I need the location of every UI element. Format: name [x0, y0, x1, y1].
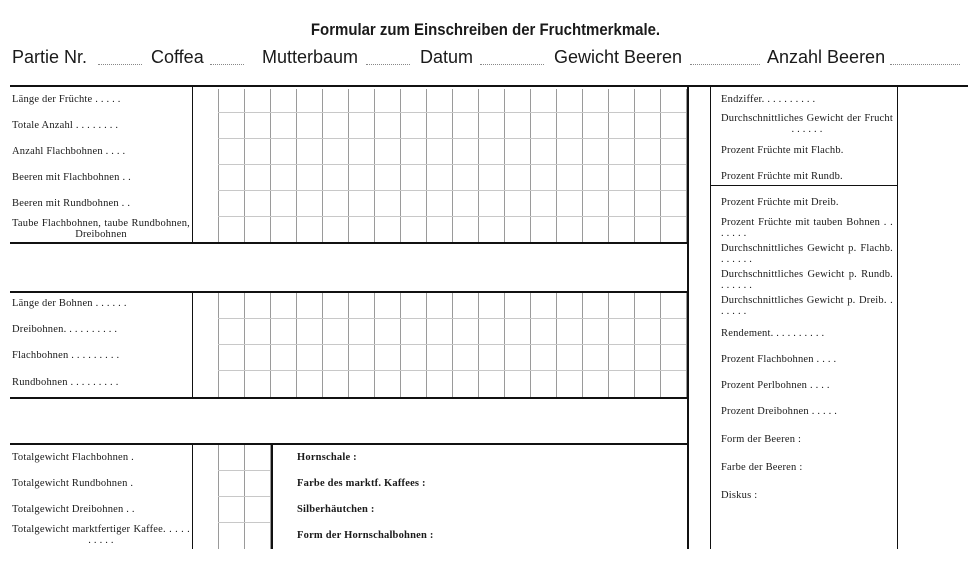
header-coffea-label: Coffea — [151, 47, 204, 67]
grid-column-line — [660, 293, 661, 397]
row-label: Totalgewicht Flachbohnen . — [12, 452, 134, 463]
grid-column-line — [608, 293, 609, 397]
right-label: Prozent Früchte mit tauben Bohnen . . . . . . . — [721, 217, 893, 239]
grid-row-line — [218, 164, 686, 165]
grid-column-line — [270, 445, 271, 549]
grid-column-line — [218, 445, 219, 549]
row-label: Anzahl Flachbohnen . . . . — [12, 146, 126, 157]
right-label: Diskus : — [721, 490, 758, 501]
grid-column-line — [556, 293, 557, 397]
right-label: Durchschnittliches Gewicht p. Rundb. . . . . . . — [721, 269, 893, 291]
grid-row-line — [218, 522, 270, 523]
grid-column-line — [426, 293, 427, 397]
right-label: Farbe der Beeren : — [721, 462, 803, 473]
grid-column-line — [400, 293, 401, 397]
grid-column-line — [374, 293, 375, 397]
row-label: Länge der Bohnen . . . . . . — [12, 298, 127, 309]
grid-column-line — [218, 293, 219, 397]
row-label: Beeren mit Rundbohnen . . — [12, 198, 131, 209]
section1-bottom-rule — [10, 242, 687, 244]
grid-column-line — [478, 293, 479, 397]
section3-top-rule — [10, 443, 687, 445]
header-partie-label: Partie Nr. — [12, 47, 88, 67]
row-label: Dreibohnen. . . . . . . . . . — [12, 324, 118, 335]
grid-row-line — [218, 190, 686, 191]
datum-field[interactable] — [480, 64, 544, 65]
grid-row-line — [218, 112, 686, 113]
grid-column-line — [504, 293, 505, 397]
section2-label-border — [192, 293, 193, 397]
header-rule — [10, 85, 968, 87]
right-label: Prozent Dreibohnen . . . . . — [721, 406, 838, 417]
row-label: Totalgewicht marktfertiger Kaffee. . . . . . . . . . — [12, 524, 190, 546]
section3-label-border — [192, 445, 193, 549]
grid-row-line — [218, 138, 686, 139]
header-datum-label: Datum — [420, 47, 474, 67]
grid-column-line — [296, 293, 297, 397]
farbe-kaffee-label: Farbe des marktf. Kaffees : — [297, 478, 426, 489]
right-label: Prozent Früchte mit Dreib. — [721, 197, 839, 208]
row-label: Rundbohnen . . . . . . . . . — [12, 377, 119, 388]
section2-bottom-rule — [10, 397, 687, 399]
right-label: Prozent Früchte mit Rundb. — [721, 171, 843, 182]
grid-column-line — [244, 445, 245, 549]
right-separator — [711, 185, 897, 186]
anzahl-field[interactable] — [890, 64, 960, 65]
right-label: Prozent Flachbohnen . . . . — [721, 354, 837, 365]
grid-column-line — [348, 293, 349, 397]
grid-row-line — [218, 318, 686, 319]
row-label: Totalgewicht Dreibohnen . . — [12, 504, 135, 515]
grid-column-line — [582, 293, 583, 397]
right-label: Form der Beeren : — [721, 434, 802, 445]
right-label: Rendement. . . . . . . . . . — [721, 328, 825, 339]
grid-column-line — [322, 293, 323, 397]
form-hornschalbohnen-label: Form der Hornschalbohnen : — [297, 530, 434, 541]
grid-column-line — [686, 89, 687, 242]
grid-column-line — [452, 293, 453, 397]
row-label: Flachbohnen . . . . . . . . . — [12, 350, 120, 361]
grid-row-line — [218, 370, 686, 371]
form-title: Formular zum Einschreiben der Fruchtmerkmale. — [310, 20, 661, 39]
header-mutterbaum-label: Mutterbaum — [262, 47, 359, 67]
right-column-value-border — [897, 87, 898, 549]
right-label: Durchschnittliches Gewicht p. Flachb. . . . . . . — [721, 243, 893, 265]
grid-column-line — [244, 293, 245, 397]
section1-label-border — [192, 87, 193, 243]
grid-row-line — [218, 344, 686, 345]
silberhaeutchen-label: Silberhäutchen : — [297, 504, 375, 515]
partie-field[interactable] — [98, 64, 142, 65]
right-label: Durchschnittliches Gewicht p. Dreib. . . . . . . — [721, 295, 893, 317]
coffea-field[interactable] — [210, 64, 244, 65]
header-anzahl-label: Anzahl Beeren — [767, 47, 886, 67]
right-column-left-border — [710, 87, 711, 549]
row-label: Totalgewicht Rundbohnen . — [12, 478, 134, 489]
grid-row-line — [218, 496, 270, 497]
grid-row-line — [218, 470, 270, 471]
row-label: Länge der Früchte . . . . . — [12, 94, 121, 105]
right-label: Prozent Perlbohnen . . . . — [721, 380, 830, 391]
right-label: Endziffer. . . . . . . . . . — [721, 94, 816, 105]
row-label: Taube Flachbohnen, taube Rundbohnen, Dreibohnen — [12, 218, 190, 240]
row-label: Totale Anzahl . . . . . . . . — [12, 120, 119, 131]
mutterbaum-field[interactable] — [366, 64, 410, 65]
grid-column-line — [686, 293, 687, 397]
hornschale-label: Hornschale : — [297, 452, 357, 463]
section3-notes-border — [271, 445, 273, 549]
right-label: Durchschnittliches Gewicht der Frucht . . . . . . — [721, 113, 893, 135]
header-gewicht-label: Gewicht Beeren — [554, 47, 683, 67]
grid-row-line — [218, 216, 686, 217]
main-divider — [687, 87, 689, 549]
row-label: Beeren mit Flachbohnen . . — [12, 172, 131, 183]
grid-column-line — [270, 293, 271, 397]
grid-column-line — [634, 293, 635, 397]
right-label: Prozent Früchte mit Flachb. — [721, 145, 844, 156]
gewicht-field[interactable] — [690, 64, 760, 65]
grid-column-line — [530, 293, 531, 397]
